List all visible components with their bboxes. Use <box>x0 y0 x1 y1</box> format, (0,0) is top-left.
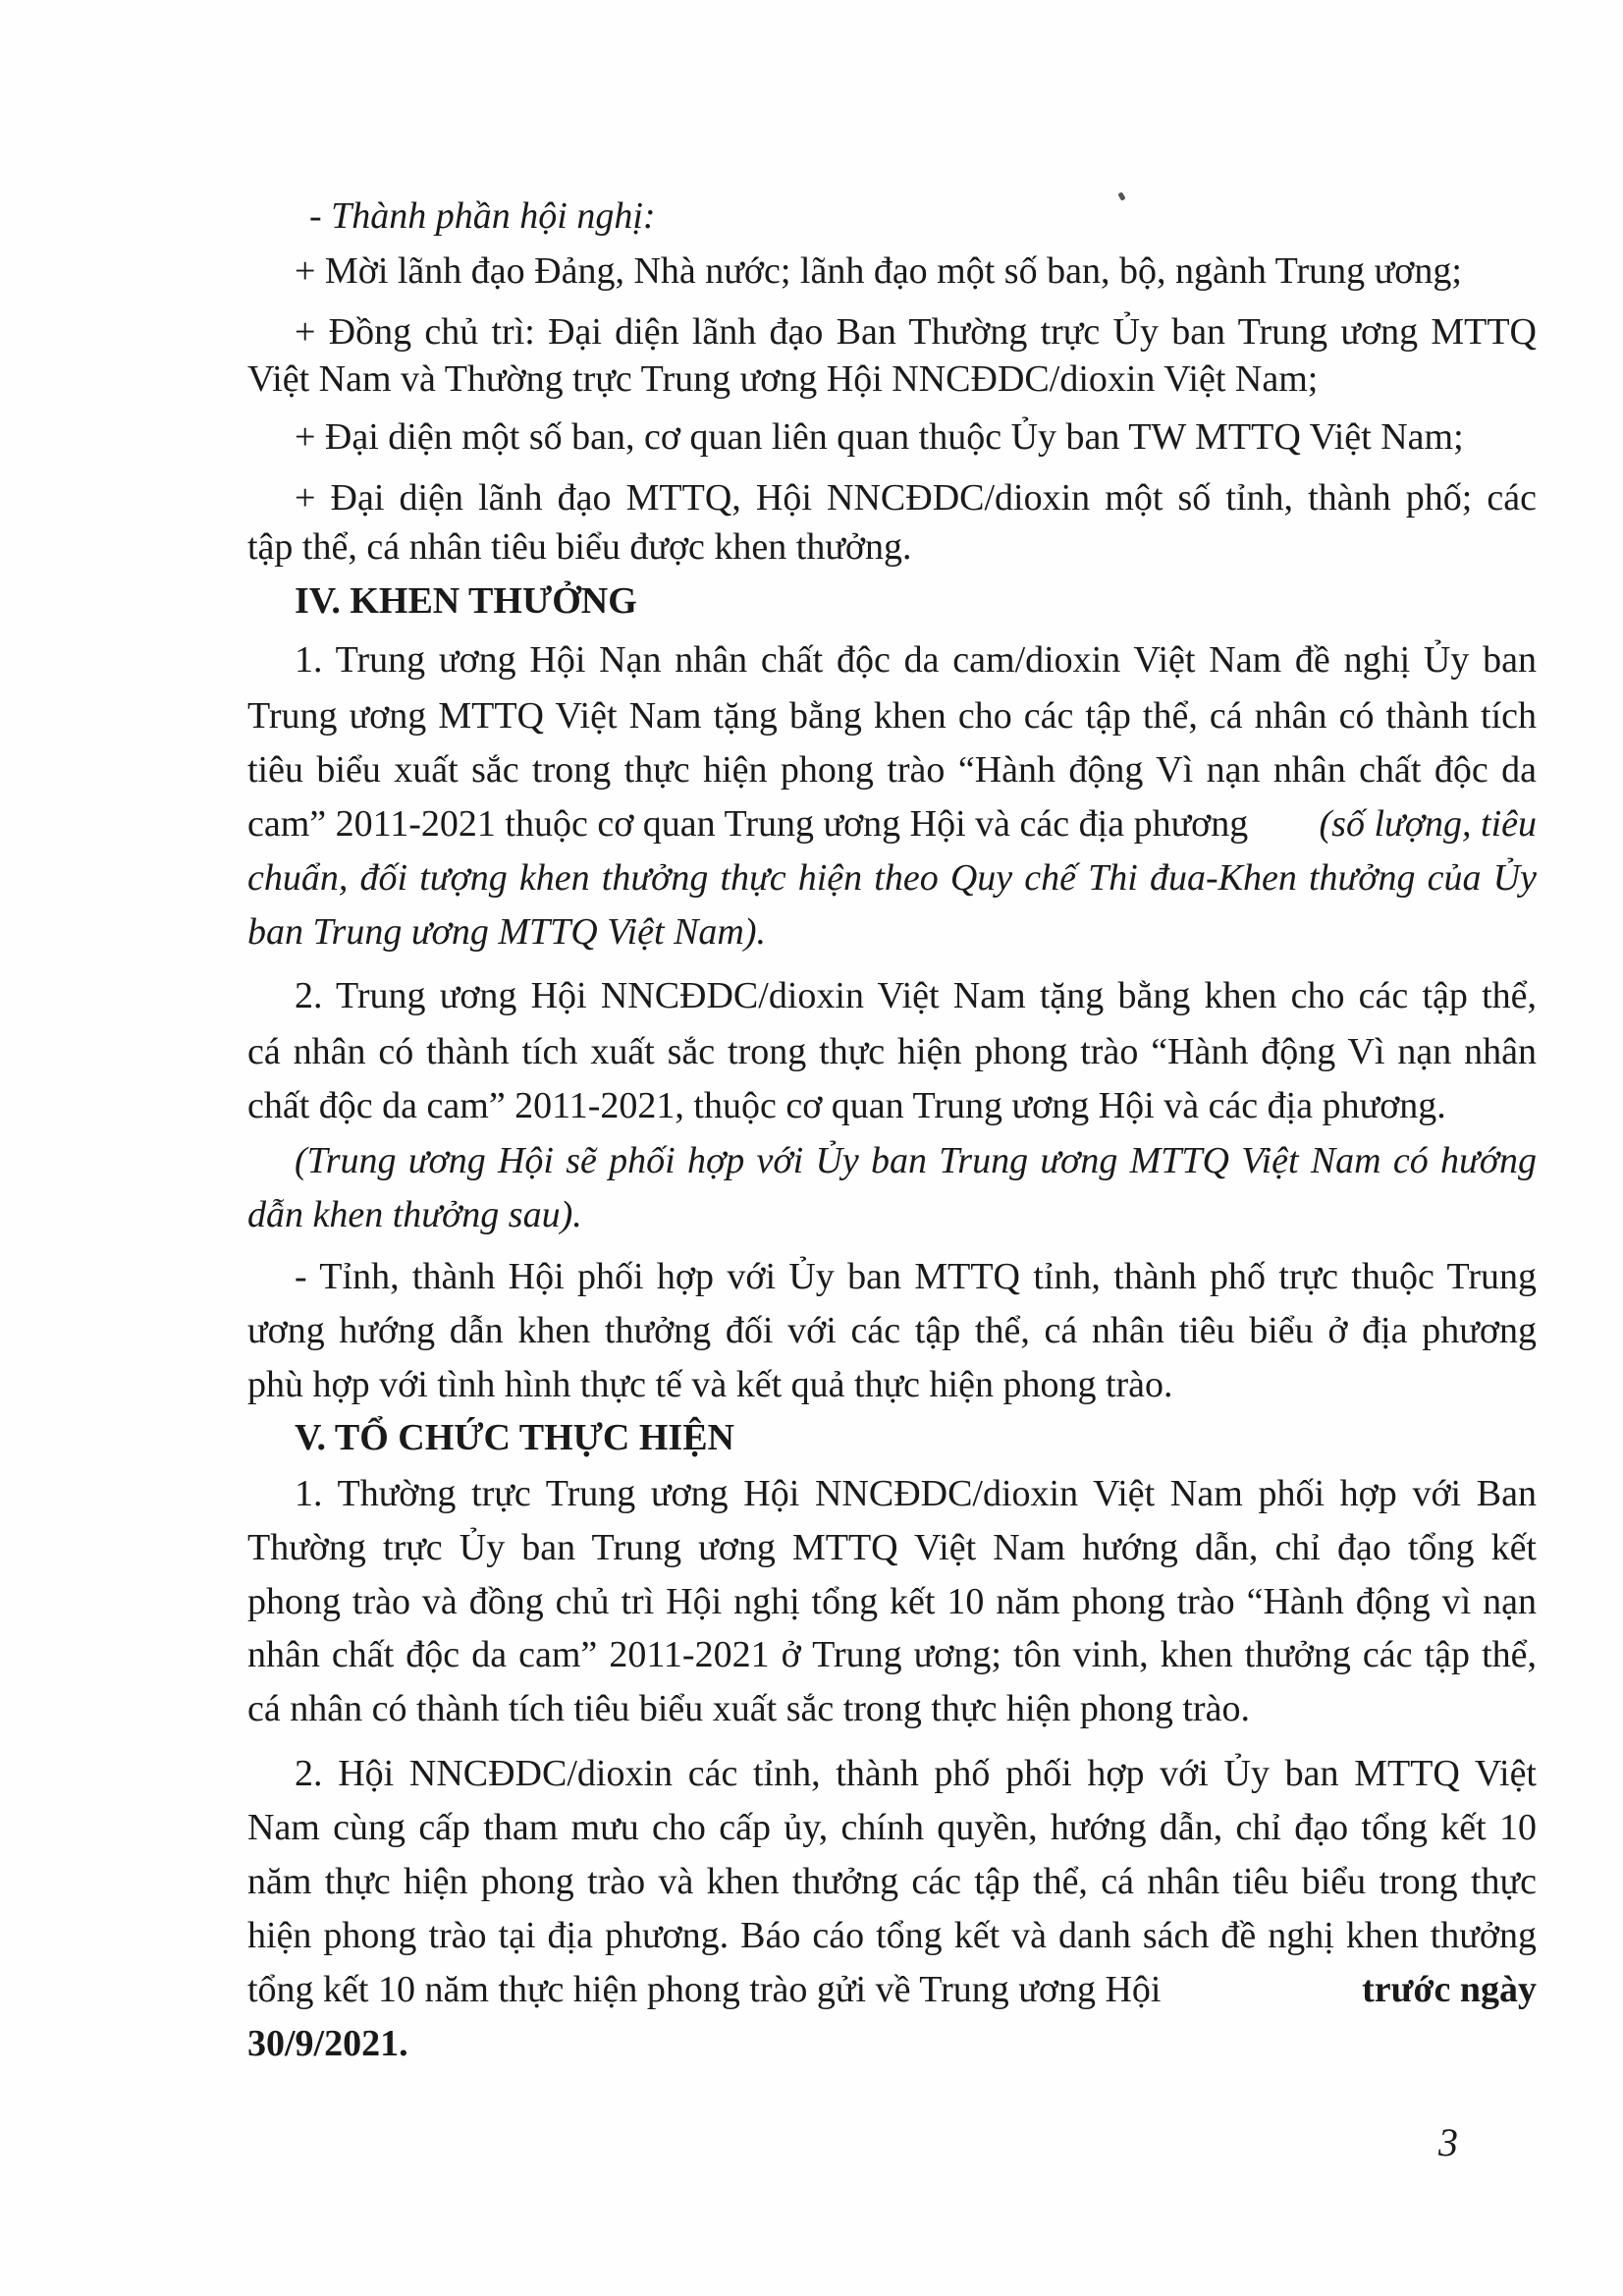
text-line: Nam cùng cấp tham mưu cho cấp ủy, chính quyền, hướng dẫn, chỉ đạo tổng kết 10 <box>247 1807 1537 1848</box>
text-line: tập thể, cá nhân tiêu biểu được khen thưởng. <box>247 526 912 568</box>
text-line: + Đại diện lãnh đạo MTTQ, Hội NNCĐDC/dioxin một số tỉnh, thành phố; các <box>295 477 1537 519</box>
text-line: chất độc da cam” 2011-2021, thuộc cơ quan Trung ương Hội và các địa phương. <box>247 1085 1446 1126</box>
text-line: phong trào và đồng chủ trì Hội nghị tổng kết 10 năm phong trào “Hành động vì nạn <box>247 1581 1537 1622</box>
deadline-text-bold: trước ngày <box>1362 1969 1537 2010</box>
text-line <box>247 1966 1537 2013</box>
text-line: cá nhân có thành tích xuất sắc trong thực hiện phong trào “Hành động Vì nạn nhân <box>247 1031 1537 1072</box>
section-heading-khen-thuong: IV. KHEN THƯỞNG <box>295 580 637 622</box>
text-line: 2. Hội NNCĐDC/dioxin các tỉnh, thành phố phối hợp với Ủy ban MTTQ Việt <box>295 1753 1537 1794</box>
text-line: Việt Nam và Thường trực Trung ương Hội NNCĐDC/dioxin Việt Nam; <box>247 358 1319 400</box>
text-line: nhân chất độc da cam” 2011-2021 ở Trung ương; tôn vinh, khen thưởng các tập thể, <box>247 1634 1537 1675</box>
text-line-italic: chuẩn, đối tượng khen thưởng thực hiện theo Quy chế Thi đua-Khen thưởng của Ủy <box>247 857 1537 899</box>
text-line-italic: (Trung ương Hội sẽ phối hợp với Ủy ban Trung ương MTTQ Việt Nam có hướng <box>295 1140 1537 1181</box>
conference-composition-heading: - Thành phần hội nghị: <box>309 195 656 237</box>
text-line: + Đại diện một số ban, cơ quan liên quan thuộc Ủy ban TW MTTQ Việt Nam; <box>295 416 1464 458</box>
scan-speck <box>1117 191 1125 200</box>
text-line: phù hợp với tình hình thực tế và kết quả thực hiện phong trào. <box>247 1364 1173 1405</box>
text-line: + Đồng chủ trì: Đại diện lãnh đạo Ban Thường trực Ủy ban Trung ương MTTQ <box>295 311 1537 353</box>
text-line: cá nhân có thành tích tiêu biểu xuất sắc trong thực hiện phong trào. <box>247 1688 1250 1729</box>
text-line: ương hướng dẫn khen thưởng đối với các tập thể, cá nhân tiêu biểu ở địa phương <box>247 1310 1537 1351</box>
text-line: 1. Trung ương Hội Nạn nhân chất độc da cam/dioxin Việt Nam đề nghị Ủy ban <box>295 639 1537 681</box>
text-line: + Mời lãnh đạo Đảng, Nhà nước; lãnh đạo một số ban, bộ, ngành Trung ương; <box>295 250 1462 292</box>
text-line: năm thực hiện phong trào và khen thưởng các tập thể, cá nhân tiêu biểu trong thực <box>247 1861 1537 1902</box>
text-line: Trung ương MTTQ Việt Nam tặng bằng khen cho các tập thể, cá nhân có thành tích <box>247 695 1537 737</box>
text-segment-italic: (số lượng, tiêu <box>1319 803 1537 845</box>
section-heading-to-chuc-thuc-hien: V. TỔ CHỨC THỰC HIỆN <box>295 1417 734 1458</box>
text-segment: cam” 2011-2021 thuộc cơ quan Trung ương Hội và các địa phương <box>247 803 1249 845</box>
text-line: Thường trực Ủy ban Trung ương MTTQ Việt Nam hướng dẫn, chỉ đạo tổng kết <box>247 1527 1537 1568</box>
text-line <box>247 800 1537 847</box>
text-line-italic: ban Trung ương MTTQ Việt Nam). <box>247 911 767 953</box>
page-number: 3 <box>1438 2120 1458 2164</box>
deadline-date: 30/9/2021. <box>247 2023 408 2064</box>
text-line: hiện phong trào tại địa phương. Báo cáo tổng kết và danh sách đề nghị khen thưởng <box>247 1915 1537 1956</box>
text-line: tiêu biểu xuất sắc trong thực hiện phong trào “Hành động Vì nạn nhân chất độc da <box>247 749 1537 791</box>
text-line: - Tỉnh, thành Hội phối hợp với Ủy ban MTTQ tỉnh, thành phố trực thuộc Trung <box>295 1256 1537 1297</box>
text-line: 2. Trung ương Hội NNCĐDC/dioxin Việt Nam tặng bằng khen cho các tập thể, <box>295 975 1537 1016</box>
text-line: 1. Thường trực Trung ương Hội NNCĐDC/dioxin Việt Nam phối hợp với Ban <box>295 1473 1537 1514</box>
text-segment: tổng kết 10 năm thực hiện phong trào gửi về Trung ương Hội <box>247 1969 1162 2010</box>
text-line-italic: dẫn khen thưởng sau). <box>247 1194 582 1235</box>
